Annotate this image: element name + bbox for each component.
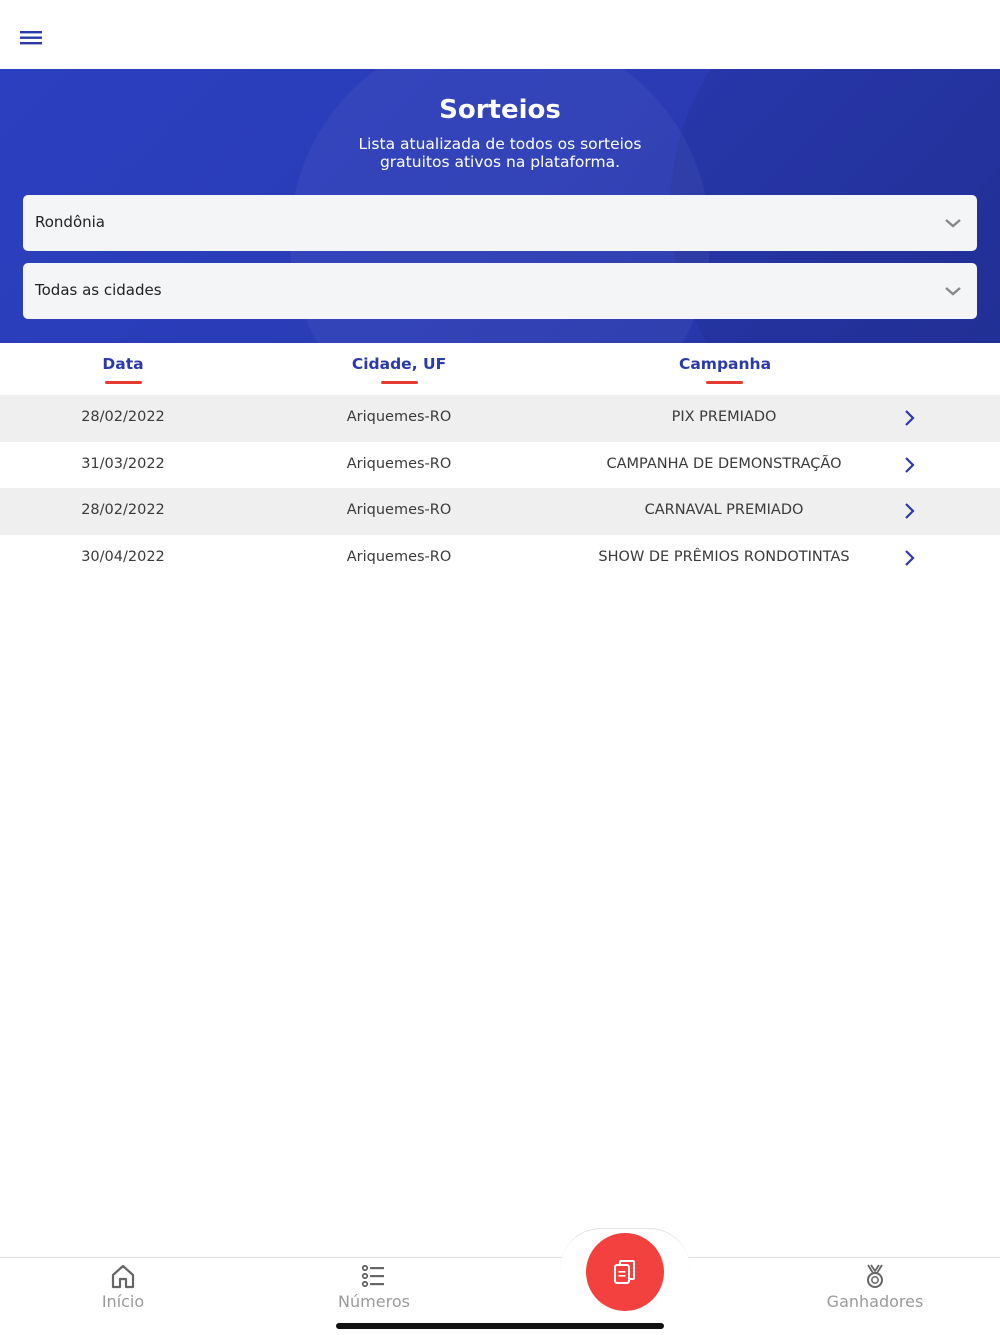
table-row[interactable] <box>0 442 1000 489</box>
cell-campaign: PIX PREMIADO <box>671 409 777 425</box>
column-header-date[interactable] <box>53 343 193 395</box>
chevron-right-icon[interactable] <box>898 547 920 569</box>
cell-date: 31/03/2022 <box>81 456 165 472</box>
cell-city: Ariquemes-RO <box>346 549 452 565</box>
page-subtitle <box>300 135 700 171</box>
chevron-right-icon[interactable] <box>898 454 920 476</box>
nav-item-numeros[interactable] <box>314 1262 434 1311</box>
column-underline <box>706 381 743 384</box>
table-row[interactable] <box>0 395 1000 442</box>
state-select-value: Rondônia <box>35 213 105 231</box>
top-bar <box>0 0 1000 69</box>
table-row[interactable] <box>0 535 1000 582</box>
hero-banner <box>0 69 1000 343</box>
city-select-value: Todas as cidades <box>35 281 162 299</box>
cell-campaign: SHOW DE PRÊMIOS RONDOTINTAS <box>598 549 850 565</box>
nav-label: Início <box>101 1292 145 1311</box>
coupons-icon <box>611 1258 639 1286</box>
column-underline <box>105 381 142 384</box>
city-select[interactable] <box>23 263 977 319</box>
column-header-label: Data <box>102 355 144 373</box>
hamburger-menu-icon[interactable] <box>16 22 48 54</box>
subtitle-line: gratuitos ativos na plataforma. <box>379 153 621 171</box>
chevron-down-icon <box>943 213 963 233</box>
coupons-fab-button[interactable] <box>586 1233 664 1311</box>
column-header-label: Campanha <box>678 355 772 373</box>
nav-item-inicio[interactable] <box>63 1262 183 1311</box>
nav-label: Ganhadores <box>826 1292 924 1311</box>
home-icon <box>109 1262 137 1290</box>
chevron-down-icon <box>943 281 963 301</box>
cell-city: Ariquemes-RO <box>346 456 452 472</box>
medal-icon <box>861 1262 889 1290</box>
cell-date: 28/02/2022 <box>81 409 165 425</box>
cell-campaign: CAMPANHA DE DEMONSTRAÇÃO <box>606 456 842 472</box>
cell-date: 28/02/2022 <box>81 502 165 518</box>
cell-city: Ariquemes-RO <box>346 502 452 518</box>
column-underline <box>381 381 418 384</box>
table-row[interactable] <box>0 488 1000 535</box>
column-header-city[interactable] <box>319 343 479 395</box>
subtitle-line: Lista atualizada de todos os sorteios <box>358 135 642 153</box>
page-title: Sorteios <box>439 95 561 125</box>
cell-date: 30/04/2022 <box>81 549 165 565</box>
list-icon <box>360 1262 388 1290</box>
column-header-campaign[interactable] <box>645 343 805 395</box>
nav-label: Números <box>338 1292 410 1311</box>
cell-city: Ariquemes-RO <box>346 409 452 425</box>
column-header-label: Cidade, UF <box>351 355 447 373</box>
chevron-right-icon[interactable] <box>898 407 920 429</box>
home-indicator <box>336 1323 664 1329</box>
chevron-right-icon[interactable] <box>898 500 920 522</box>
nav-item-ganhadores[interactable] <box>815 1262 935 1311</box>
state-select[interactable] <box>23 195 977 251</box>
cell-campaign: CARNAVAL PREMIADO <box>644 502 804 518</box>
